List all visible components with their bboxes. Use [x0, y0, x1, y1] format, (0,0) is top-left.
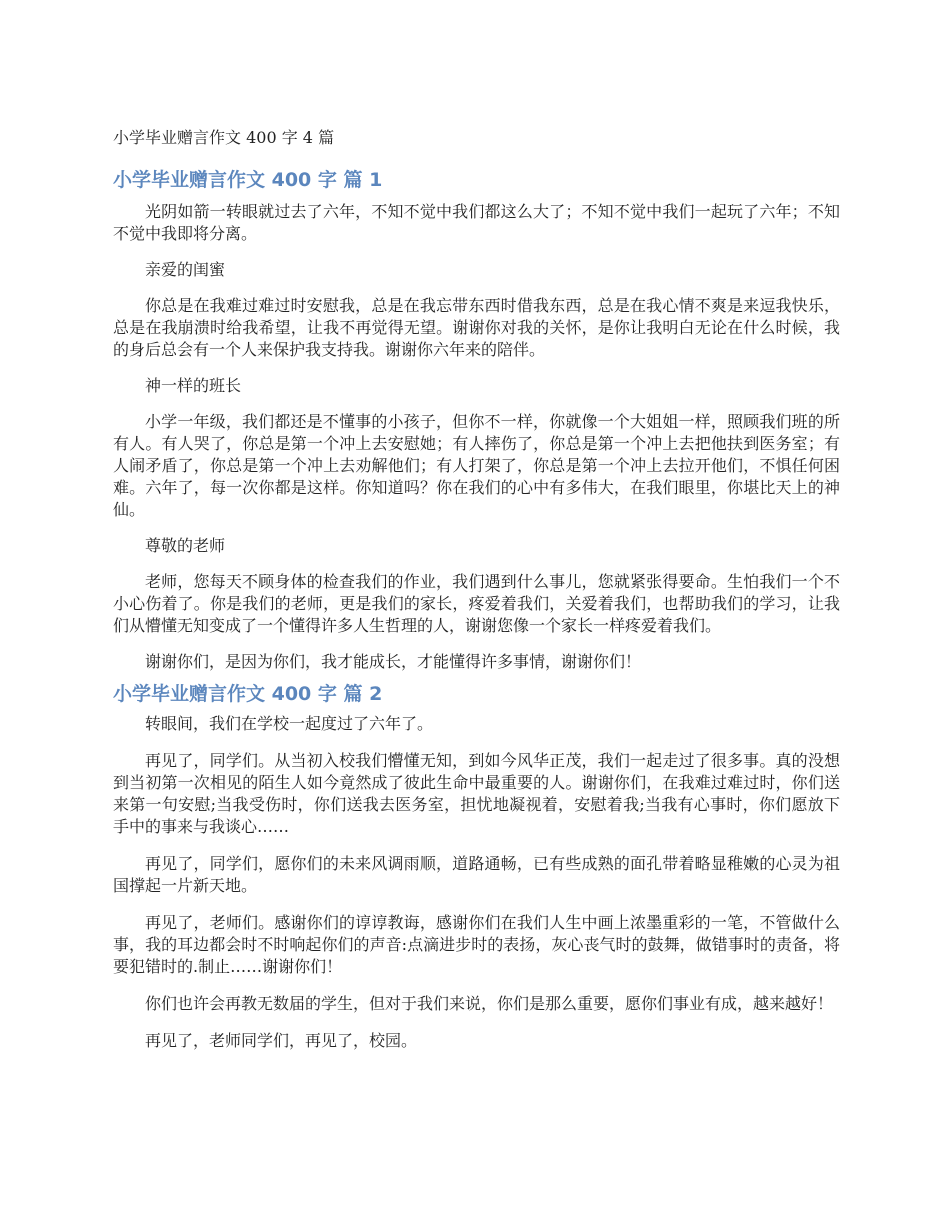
- paragraph: 你总是在我难过难过时安慰我，总是在我忘带东西时借我东西，总是在我心情不爽是来逗我快乐，总是在我崩溃时给我希望，让我不再觉得无望。谢谢你对我的关怀，是你让我明白无论在什么时候，我的身后总会有一个人来保护我支持我。谢谢你六年来的陪伴。: [113, 296, 840, 359]
- paragraph: 再见了，同学们。从当初入校我们懵懂无知，到如今风华正茂，我们一起走过了很多事。真的没想到当初第一次相见的陌生人如今竟然成了彼此生命中最重要的人。谢谢你们，在我难过难过时，你们送来第一句安慰;当我受伤时，你们送我去医务室，担忧地凝视着，安慰着我;当我有心事时，你们愿放下手中的事来与我谈心……: [113, 751, 840, 836]
- paragraph-subheading: 尊敬的老师: [145, 536, 226, 555]
- document-page: [113, 122, 840, 1052]
- paragraph-subheading: 亲爱的闺蜜: [145, 260, 226, 279]
- paragraph: 你们也许会再教无数届的学生，但对于我们来说，你们是那么重要，愿你们事业有成，越来越好！: [145, 994, 834, 1013]
- section-body-1: [113, 201, 840, 673]
- paragraph: 谢谢你们，是因为你们，我才能成长，才能懂得许多事情，谢谢你们！: [145, 652, 642, 671]
- paragraph: 再见了，同学们，愿你们的未来风调雨顺，道路通畅，已有些成熟的面孔带着略显稚嫩的心灵为祖国撑起一片新天地。: [113, 854, 840, 895]
- paragraph: 光阴如箭一转眼就过去了六年，不知不觉中我们都这么大了；不知不觉中我们一起玩了六年；不知不觉中我即将分离。: [113, 202, 840, 243]
- paragraph: 小学一年级，我们都还是不懂事的小孩子，但你不一样，你就像一个大姐姐一样，照顾我们班的所有人。有人哭了，你总是第一个冲上去安慰她；有人摔伤了，你总是第一个冲上去把他扶到医务室；有人闹矛盾了，你总是第一个冲上去劝解他们；有人打架了，你总是第一个冲上去拉开他们，不惧任何困难。六年了，每一次你都是这样。你知道吗？你在我们的心中有多伟大，在我们眼里，你堪比天上的神仙。: [113, 412, 840, 519]
- section-body-2: [113, 713, 840, 1052]
- paragraph: 再见了，老师们。感谢你们的谆谆教诲，感谢你们在我们人生中画上浓墨重彩的一笔，不管做什么事，我的耳边都会时不时响起你们的声音:点滴进步时的表扬，灰心丧气时的鼓舞，做错事时的责备，将要犯错时的.制止……谢谢你们！: [113, 913, 840, 976]
- document-title: 小学毕业赠言作文 400 字 4 篇: [113, 128, 335, 147]
- section-heading-1: 小学毕业赠言作文 400 字 篇 1: [113, 169, 383, 191]
- paragraph: 转眼间，我们在学校一起度过了六年了。: [145, 714, 434, 733]
- section-heading-2: 小学毕业赠言作文 400 字 篇 2: [113, 683, 383, 705]
- paragraph: 老师，您每天不顾身体的检查我们的作业，我们遇到什么事儿，您就紧张得要命。生怕我们一个不小心伤着了。你是我们的老师，更是我们的家长，疼爱着我们，关爱着我们，也帮助我们的学习，让我们从懵懂无知变成了一个懂得许多人生哲理的人，谢谢您像一个家长一样疼爱着我们。: [113, 572, 840, 635]
- paragraph-subheading: 神一样的班长: [145, 376, 242, 395]
- paragraph: 再见了，老师同学们，再见了，校园。: [145, 1031, 418, 1050]
